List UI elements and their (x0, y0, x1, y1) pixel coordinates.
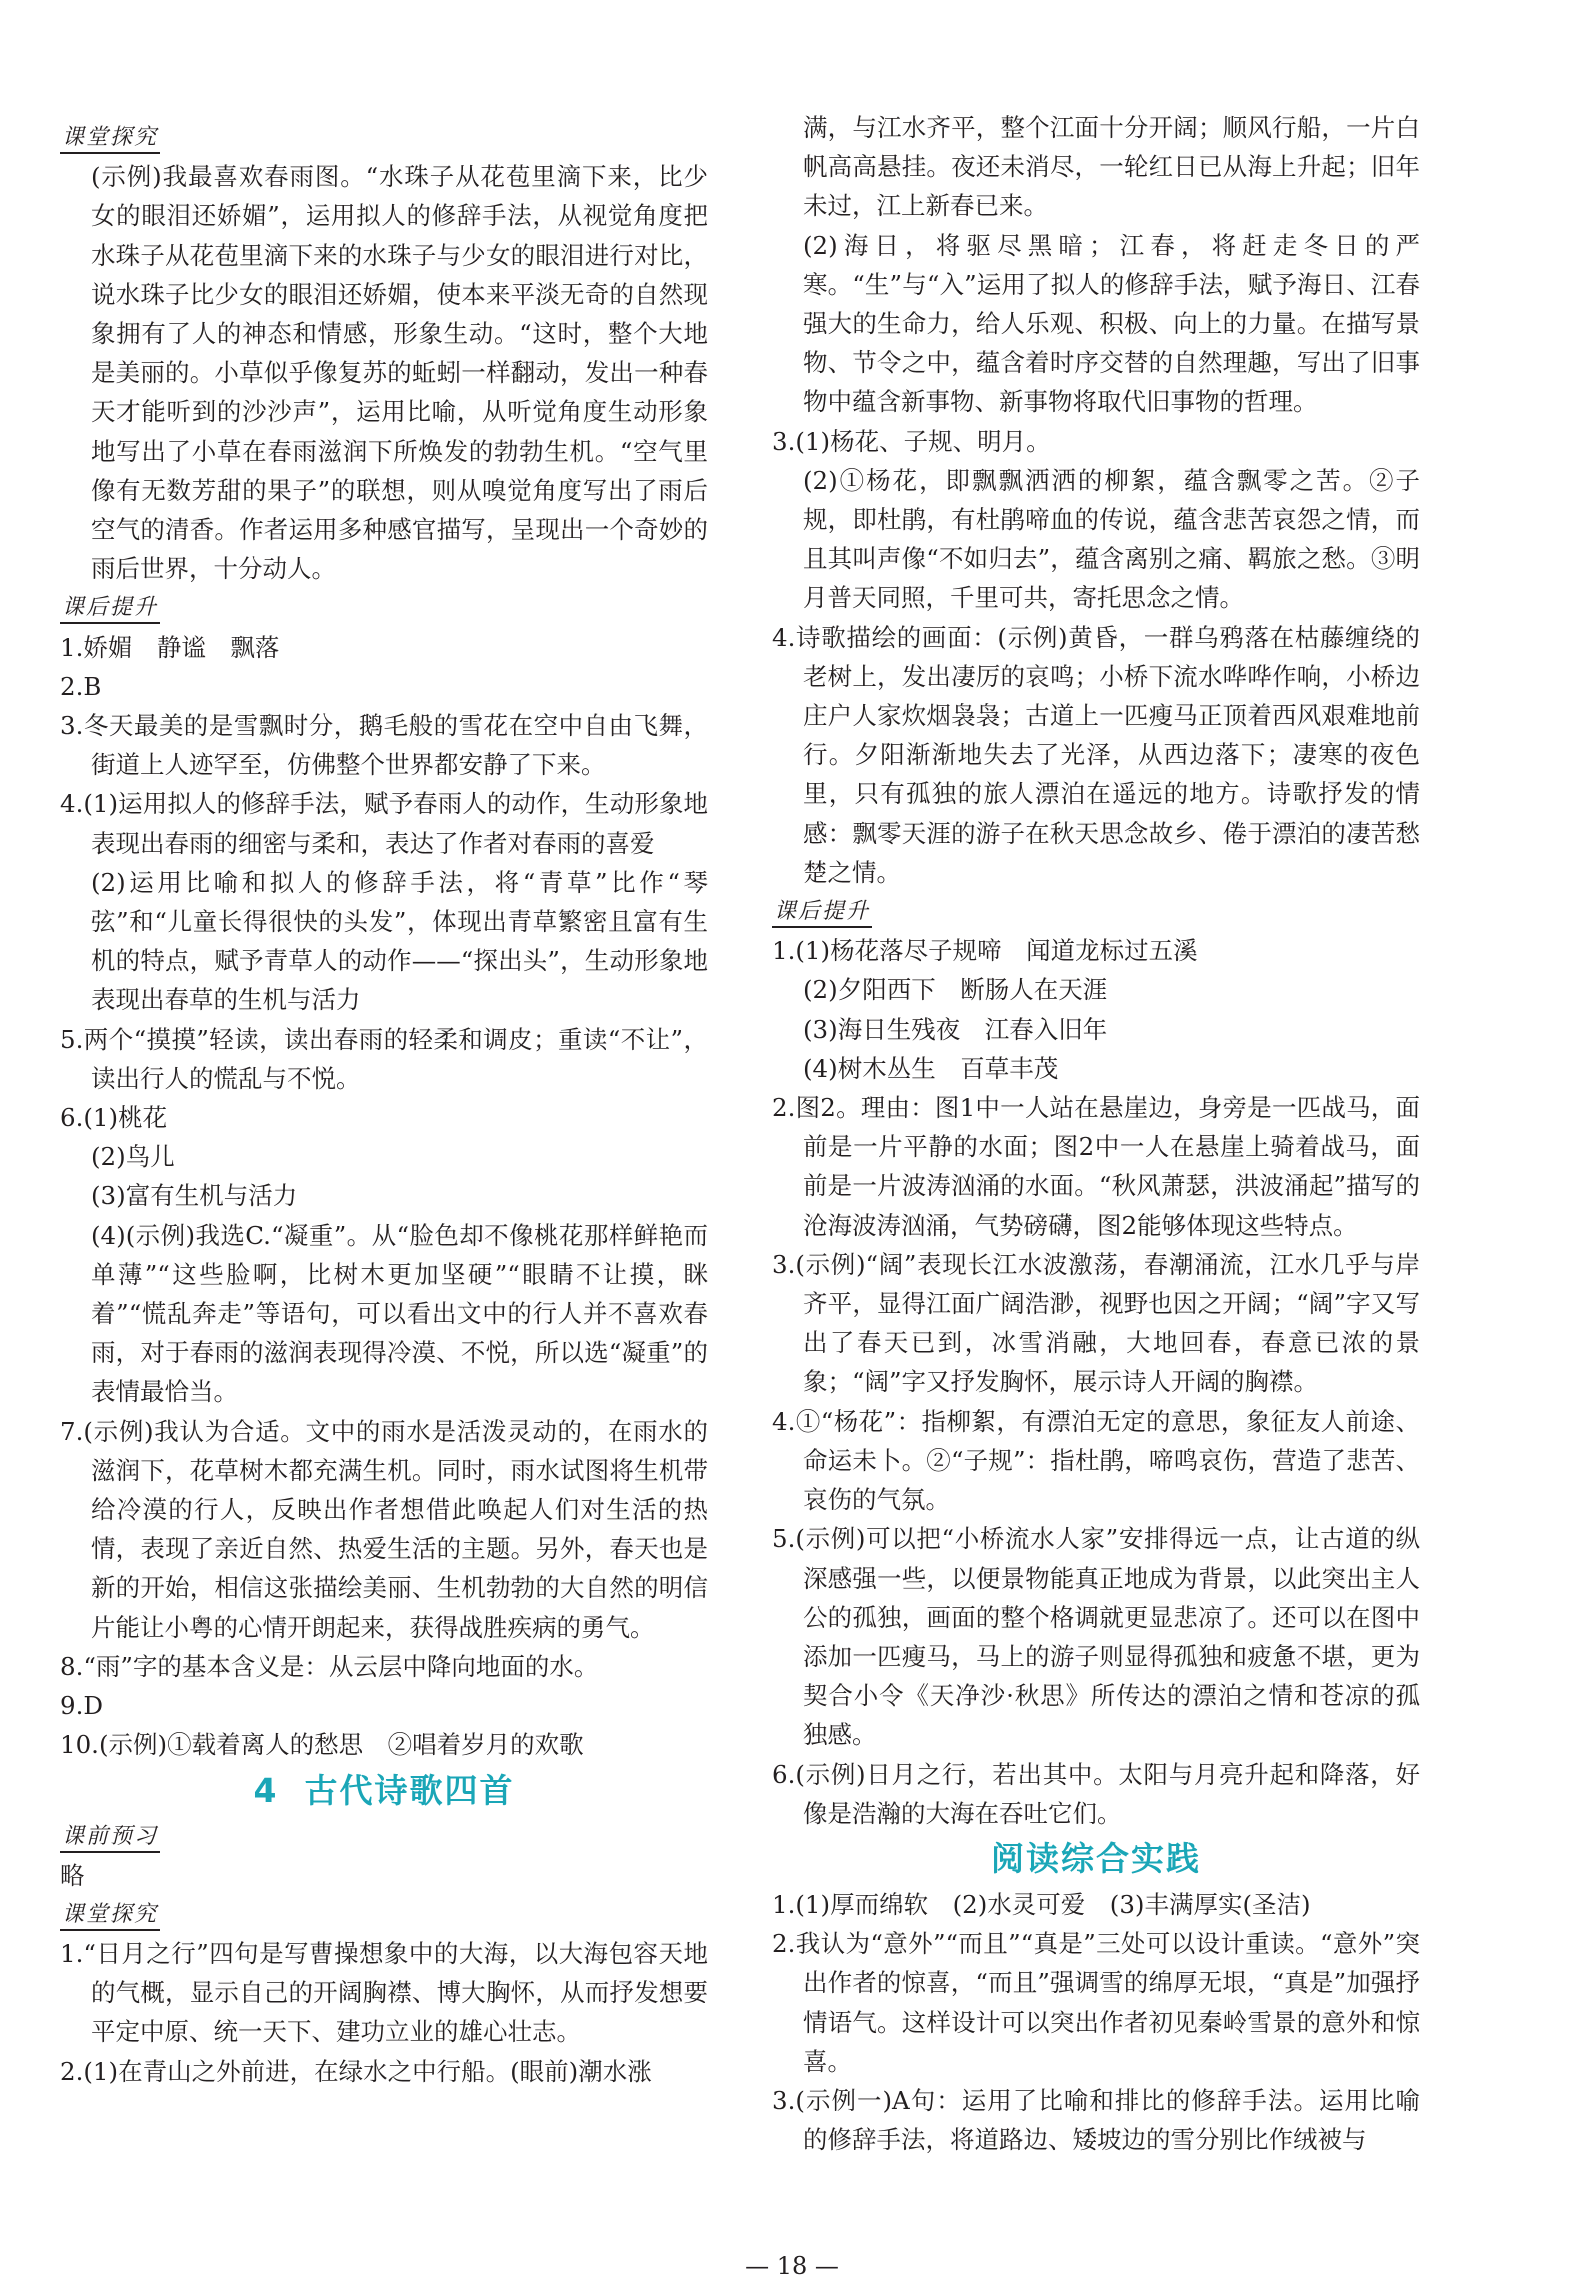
answer-text: (2)①杨花，即飘飘洒洒的柳絮，蕴含飘零之苦。②子规，即杜鹃，有杜鹃啼血的传说，蕴含悲苦哀怨之情，而且其叫声像“不如归去”，蕴含离别之痛、羁旅之愁。③明月普天同照，千里可共，寄托思念之情。 (803, 465, 1420, 613)
answer-item: 10.(示例)①载着离人的愁思 ②唱着岁月的欢歌 (60, 1730, 584, 1760)
section-heading-label: 课前预习 (60, 1817, 160, 1853)
answer-text: (4)(示例)我选C.“凝重”。从“脸色却不像桃花那样鲜艳而单薄”“这些脸啊，比树木更加坚硬”“眼睛不让摸，眯着”“慌乱奔走”等语句，可以看出文中的行人并不喜欢春雨，对于春雨的滋润表现得冷漠、不悦，所以选“凝重”的表情最恰当。 (91, 1220, 708, 1407)
lesson-title (772, 1833, 1420, 1885)
answer-item: 2.B (60, 671, 102, 701)
answer-item: 7.(示例)我认为合适。文中的雨水是活泼灵动的，在雨水的滋润下，花草树木都充满生机。同时，雨水试图将生机带给冷漠的行人，反映出作者想借此唤起人们对生活的热情，表现了亲近自然、热爱生活的主题。另外，春天也是新的开始，相信这张描绘美丽、生机勃勃的大自然的明信片能让小粤的心情开朗起来，获得战胜疾病的勇气。 (60, 1416, 708, 1642)
section-heading-label: 课后提升 (60, 588, 160, 624)
lesson-title-text: 古代诗歌四首 (304, 1770, 515, 1810)
section-heading (60, 1895, 708, 1934)
section-heading-label: 课堂探究 (60, 118, 160, 154)
answer-item: 5.两个“摸摸”轻读，读出春雨的轻柔和调皮；重读“不让”，读出行人的慌乱与不悦。 (60, 1024, 708, 1093)
answer-text: (4)树木丛生 百草丰茂 (803, 1053, 1059, 1083)
answer-item: 2.(1)在青山之外前进，在绿水之中行船。(眼前)潮水涨 (60, 2056, 652, 2086)
answer-item: 2.我认为“意外”“而且”“真是”三处可以设计重读。“意外”突出作者的惊喜，“而且”强调雪的绵厚无垠，“真是”加强抒情语气。这样设计可以突出作者初见秦岭雪景的意外和惊喜。 (772, 1929, 1420, 2076)
answer-item: 1.(1)厚而绵软 (2)水灵可爱 (3)丰满厚实(圣洁) (772, 1889, 1311, 1919)
answer-text: (2)运用比喻和拟人的修辞手法，将“青草”比作“琴弦”和“儿童长得很快的头发”，体现出青草繁密且富有生机的特点，赋予青草人的动作——“探出头”，生动形象地表现出春草的生机与活力 (91, 867, 708, 1015)
answer-item: 3.冬天最美的是雪飘时分，鹅毛般的雪花在空中自由飞舞，街道上人迹罕至，仿佛整个世界都安静了下来。 (60, 711, 708, 780)
answer-text: (3)海日生残夜 江春入旧年 (803, 1014, 1108, 1044)
answer-item: 6.(1)桃花 (60, 1103, 168, 1133)
answer-item: 4.诗歌描绘的画面：(示例)黄昏，一群乌鸦落在枯藤缠绕的老树上，发出凄厉的哀鸣；小桥下流水哗哗作响，小桥边庄户人家炊烟袅袅；古道上一匹瘦马正顶着西风艰难地前行。夕阳渐渐地失去了光泽，从西边落下；凄寒的夜色里，只有孤独的旅人漂泊在遥远的地方。诗歌抒发的情感：飘零天涯的游子在秋天思念故乡、倦于漂泊的凄苦愁楚之情。 (772, 622, 1420, 887)
answer-item: 3.(示例)“阔”表现长江水波激荡，春潮涌流，江水几乎与岸齐平，显得江面广阔浩渺，视野也因之开阔；“阔”字又写出了春天已到，冰雪消融，大地回春，春意已浓的景象；“阔”字又抒发胸怀，展示诗人开阔的胸襟。 (772, 1249, 1420, 1397)
answer-text: (2)夕阳西下 断肠人在天涯 (803, 975, 1108, 1005)
lesson-number: 4 (253, 1770, 279, 1810)
right-column (772, 108, 1420, 2159)
page-number: — 18 — (745, 2252, 839, 2280)
lesson-title (60, 1765, 708, 1817)
answer-item: 3.(示例一)A句：运用了比喻和排比的修辞手法。运用比喻的修辞手法，将道路边、矮坡边的雪分别比作绒被与 (772, 2085, 1420, 2155)
lesson-title-text: 阅读综合实践 (991, 1838, 1201, 1878)
section-heading-label: 课堂探究 (60, 1895, 160, 1931)
answer-text: 略 (60, 1860, 85, 1890)
answer-item: 4.(1)运用拟人的修辞手法，赋予春雨人的动作，生动形象地表现出春雨的细密与柔和，表达了作者对春雨的喜爱 (60, 789, 708, 858)
answer-item: 4.①“杨花”：指柳絮，有漂泊无定的意思，象征友人前途、命运未卜。②“子规”：指杜鹃，啼鸣哀伤，营造了悲苦、哀伤的气氛。 (772, 1406, 1420, 1515)
answer-item: 6.(示例)日月之行，若出其中。太阳与月亮升起和降落，好像是浩瀚的大海在吞吐它们。 (772, 1759, 1420, 1828)
section-heading (60, 118, 708, 157)
answer-item: 2.图2。理由：图1中一人站在悬崖边，身旁是一匹战马，面前是一片平静的水面；图2中一人在悬崖上骑着战马，面前是一片波涛汹涌的水面。“秋风萧瑟，洪波涌起”描写的沧海波涛汹涌，气势磅礴，图2能够体现这些特点。 (772, 1093, 1420, 1240)
answer-text: (3)富有生机与活力 (91, 1181, 298, 1211)
answer-item: 8.“雨”字的基本含义是：从云层中降向地面的水。 (60, 1651, 599, 1681)
answer-item: 9.D (60, 1691, 104, 1721)
section-heading (60, 1817, 708, 1856)
left-column (60, 118, 708, 2091)
answer-text: 满，与江水齐平，整个江面十分开阔；顺风行船，一片白帆高高悬挂。夜还未消尽，一轮红日已从海上升起；旧年未过，江上新春已来。 (803, 113, 1420, 221)
answer-item: 5.(示例)可以把“小桥流水人家”安排得远一点，让古道的纵深感强一些，以便景物能真正地成为背景，以此突出主人公的孤独，画面的整个格调就更显悲凉了。还可以在图中添加一匹瘦马，马上的游子则显得孤独和疲惫不堪，更为契合小令《天净沙·秋思》所传达的漂泊之情和苍凉的孤独感。 (772, 1524, 1420, 1750)
section-heading-label: 课后提升 (772, 892, 872, 928)
answer-item: 1.(1)杨花落尽子规啼 闻道龙标过五溪 (772, 936, 1198, 966)
answer-item: 1.娇媚 静谧 飘落 (60, 632, 280, 662)
answer-text: (2)海日，将驱尽黑暗；江春，将赶走冬日的严寒。“生”与“入”运用了拟人的修辞手法，赋予海日、江春强大的生命力，给人乐观、积极、向上的力量。在描写景物、节令之中，蕴含着时序交替的自然理趣，写出了旧事物中蕴含新事物、新事物将取代旧事物的哲理。 (803, 230, 1420, 417)
answer-item: 1.“日月之行”四句是写曹操想象中的大海，以大海包容天地的气概，显示自己的开阔胸襟、博大胸怀，从而抒发想要平定中原、统一天下、建功立业的雄心壮志。 (60, 1939, 708, 2047)
answer-item: 3.(1)杨花、子规、明月。 (772, 426, 1051, 456)
section-heading (772, 892, 1420, 931)
answer-text: (示例)我最喜欢春雨图。“水珠子从花苞里滴下来，比少女的眼泪还娇媚”，运用拟人的修辞手法，从视觉角度把水珠子从花苞里滴下来的水珠子与少女的眼泪进行对比，说水珠子比少女的眼泪还娇媚，使本来平淡无奇的自然现象拥有了人的神态和情感，形象生动。“这时，整个大地是美丽的。小草似乎像复苏的蚯蚓一样翻动，发出一种春天才能听到的沙沙声”，运用比喻，从听觉角度生动形象地写出了小草在春雨滋润下所焕发的勃勃生机。“空气里像有无数芳甜的果子”的联想，则从嗅觉角度写出了雨后空气的清香。作者运用多种感官描写，呈现出一个奇妙的雨后世界，十分动人。 (91, 162, 708, 584)
section-heading (60, 588, 708, 627)
answer-text: (2)鸟儿 (91, 1142, 175, 1172)
